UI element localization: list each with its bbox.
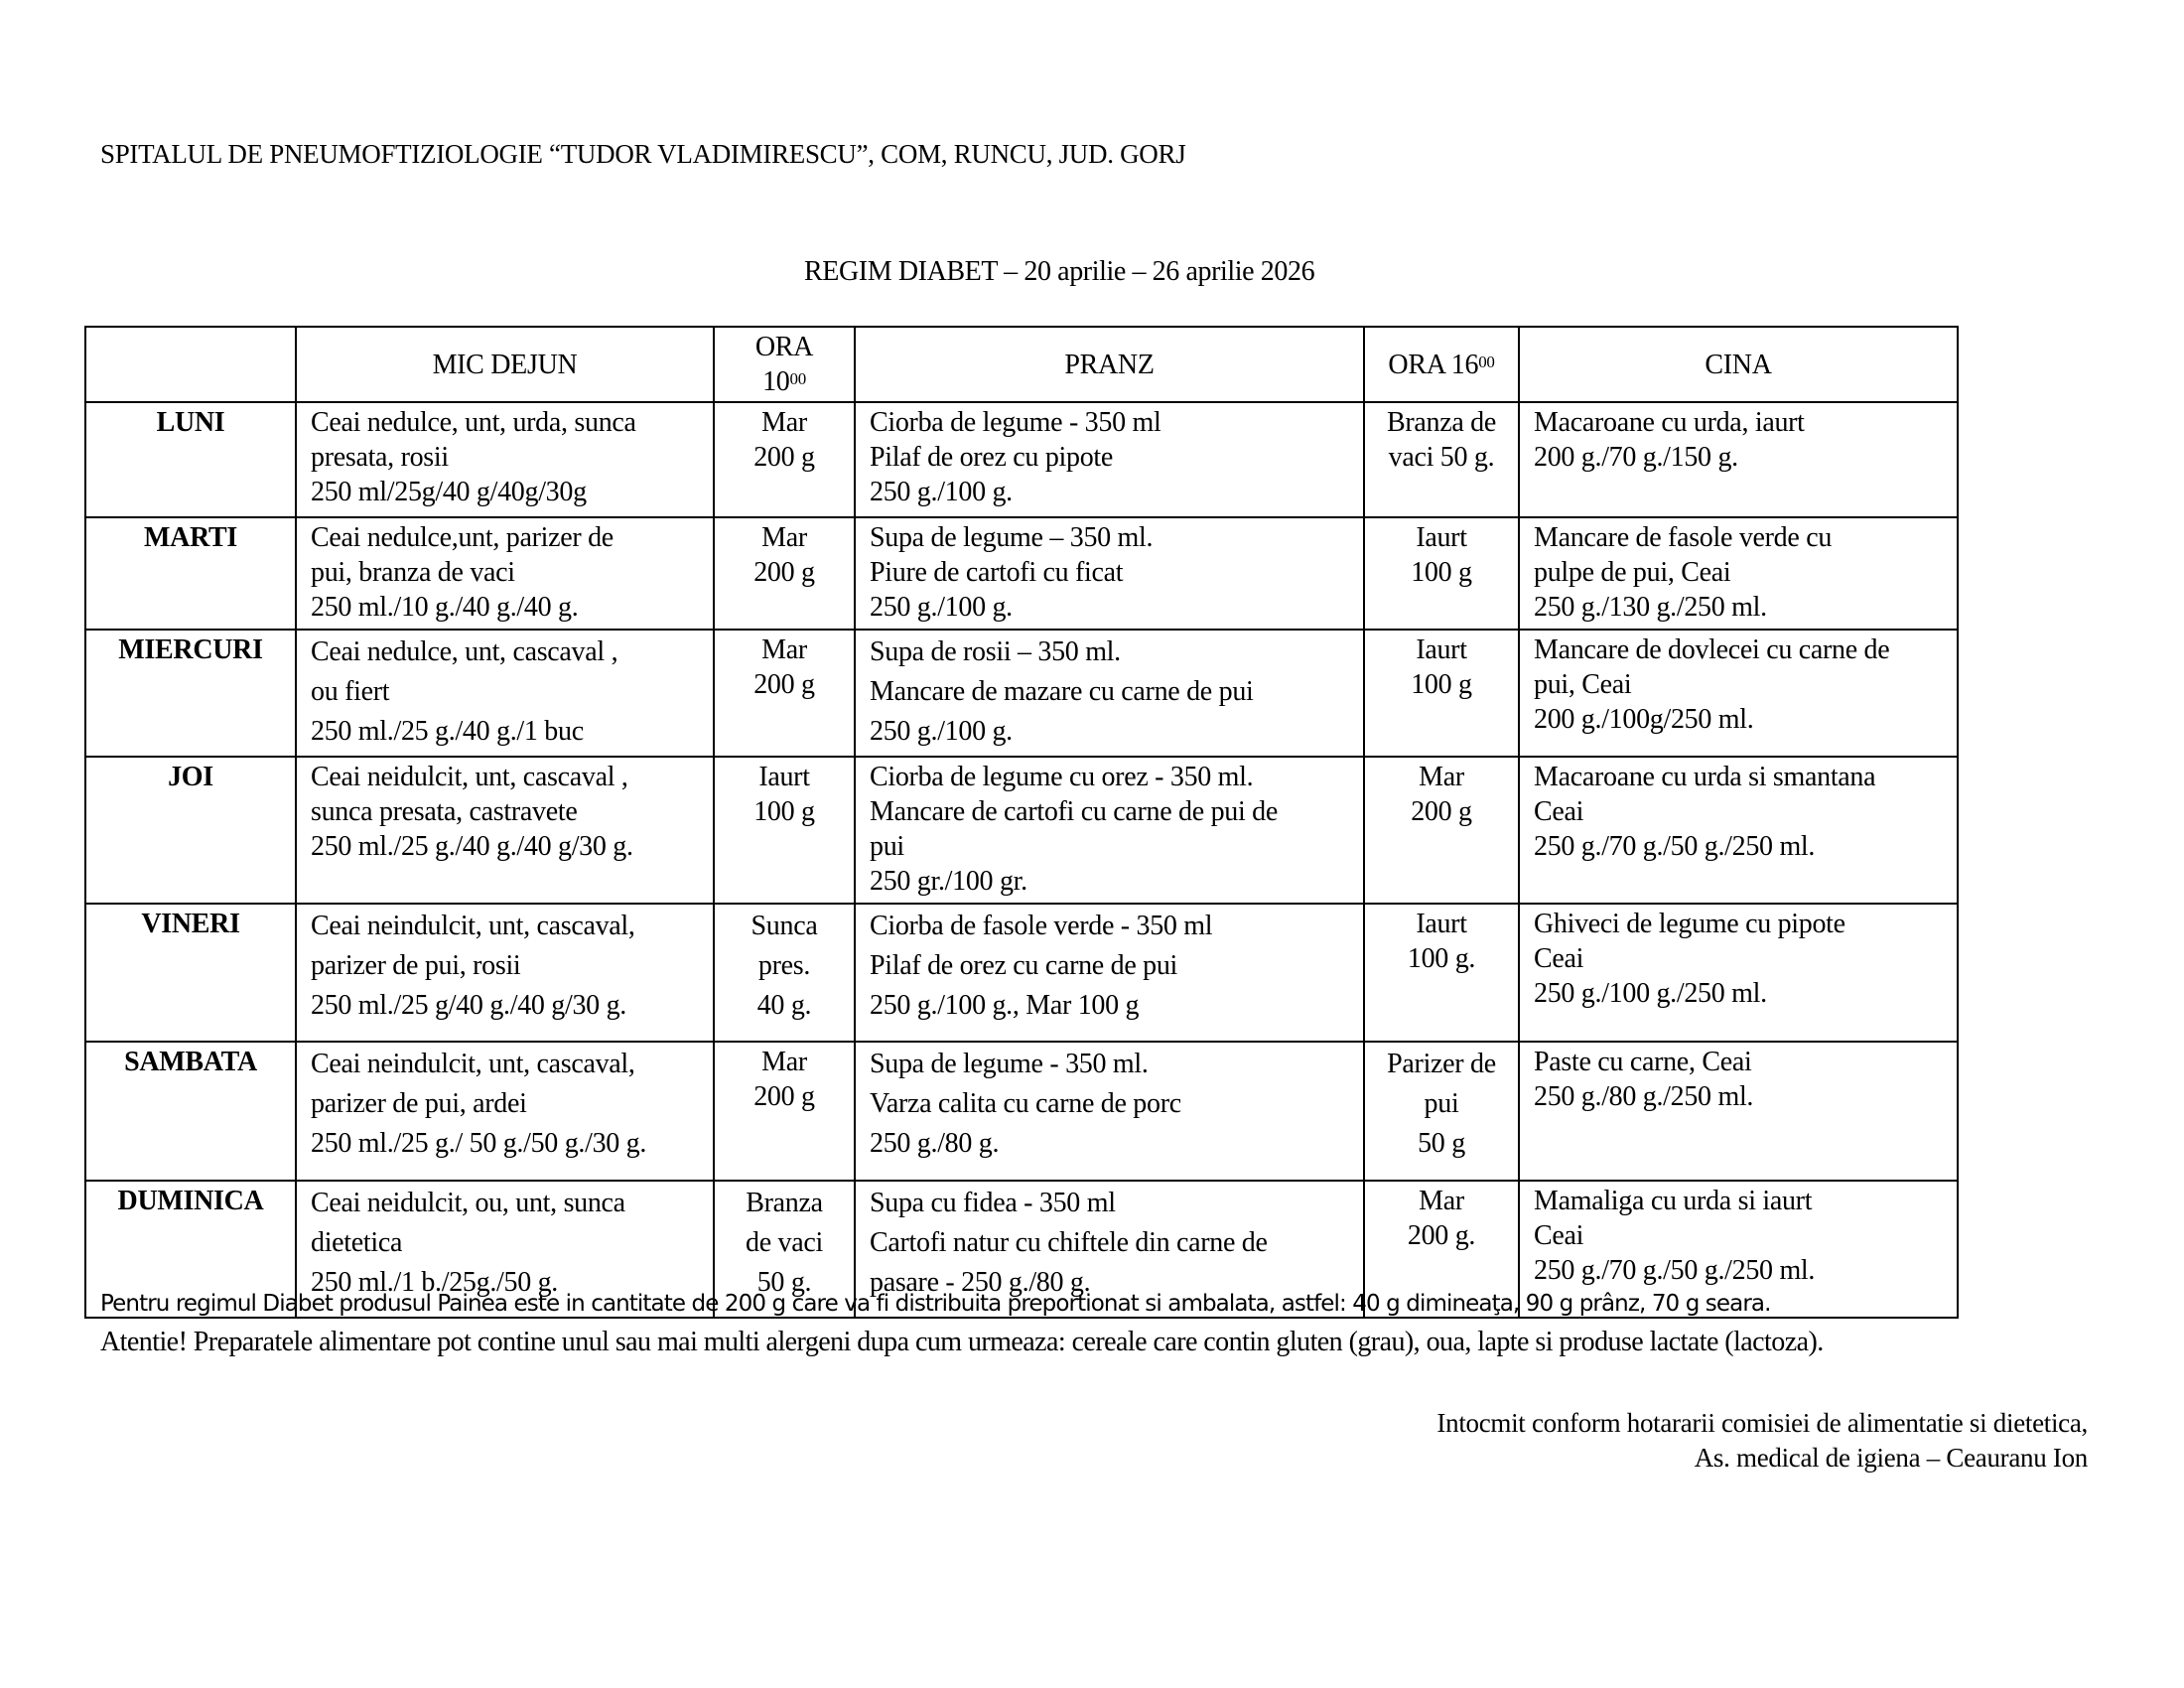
- dinner-line: Macaroane cu urda si smantana: [1534, 762, 1876, 792]
- snack2-line: Mar: [1419, 762, 1464, 792]
- breakfast-line: 250 ml./25 g./40 g./1 buc: [311, 716, 584, 747]
- snack1-line: 50 g.: [756, 1267, 812, 1298]
- allergen-note: Atentie! Preparatele alimentare pot contine unul sau mai multi alergeni dupa cum urmeaza: cereale care contin gluten (grau), oua, lapte si produse lactate (lactoza).: [100, 1327, 1824, 1357]
- snack1-line: Mar: [761, 634, 807, 665]
- snack1-cell: [714, 402, 855, 517]
- day-cell: SAMBATA: [85, 1042, 296, 1181]
- lunch-line: Supa de legume – 350 ml.: [870, 522, 1154, 553]
- breakfast-line: sunca presata, castravete: [311, 796, 578, 827]
- lunch-line: Ciorba de legume - 350 ml: [870, 407, 1161, 438]
- breakfast-line: 250 ml./10 g./40 g./40 g.: [311, 592, 579, 623]
- snack2-cell: [1364, 757, 1519, 904]
- header-snack-10-label: ORA: [754, 332, 814, 362]
- lunch-line: Supa cu fidea - 350 ml: [870, 1188, 1116, 1218]
- dinner-cell: [1519, 630, 1958, 757]
- signature-line-2: As. medical de igiena – Ceauranu Ion: [1694, 1443, 2088, 1473]
- breakfast-cell: [296, 757, 714, 904]
- snack2-cell: [1364, 630, 1519, 757]
- breakfast-line: ou fiert: [311, 676, 390, 707]
- snack1-line: Iaurt: [758, 762, 810, 792]
- breakfast-line: pui, branza de vaci: [311, 557, 515, 588]
- breakfast-line: presata, rosii: [311, 442, 449, 473]
- dinner-cell: [1519, 402, 1958, 517]
- table-row: [85, 904, 1958, 1042]
- snack1-line: Mar: [761, 1047, 807, 1077]
- snack2-cell: [1364, 904, 1519, 1042]
- breakfast-line: Ceai nedulce, unt, urda, sunca: [311, 407, 636, 438]
- snack1-line: 200 g: [753, 557, 815, 588]
- snack1-line: Mar: [761, 522, 807, 553]
- snack1-line: Mar: [761, 407, 807, 438]
- snack1-line: 200 g: [753, 669, 815, 700]
- menu-table: [84, 326, 1959, 1319]
- breakfast-cell: [296, 904, 714, 1042]
- lunch-line: 250 g./100 g.: [870, 716, 1013, 747]
- dinner-cell: [1519, 517, 1958, 630]
- snack1-cell: [714, 904, 855, 1042]
- lunch-line: 250 g./80 g.: [870, 1128, 1000, 1159]
- snack2-cell: [1364, 402, 1519, 517]
- snack1-line: 40 g.: [756, 990, 812, 1021]
- snack2-line: Iaurt: [1416, 634, 1467, 665]
- lunch-line: 250 g./100 g., Mar 100 g: [870, 990, 1140, 1021]
- dinner-line: Mancare de dovlecei cu carne de: [1534, 634, 1890, 665]
- header-dinner: CINA: [1519, 327, 1958, 402]
- snack2-line: pui: [1424, 1088, 1459, 1119]
- bread-note: Pentru regimul Diabet produsul Painea este in cantitate de 200 g care va fi distribuita preportionat si ambalata, astfel: 40 g dimineaţa, 90 g prânz, 70 g seara.: [100, 1291, 1771, 1317]
- lunch-line: Ciorba de fasole verde - 350 ml: [870, 911, 1213, 941]
- lunch-cell: [855, 630, 1364, 757]
- lunch-line: Supa de rosii – 350 ml.: [870, 636, 1121, 667]
- snack1-line: Sunca: [751, 911, 818, 941]
- dinner-line: Paste cu carne, Ceai: [1534, 1047, 1752, 1077]
- day-cell: LUNI: [85, 402, 296, 517]
- dinner-line: 200 g./100g/250 ml.: [1534, 704, 1754, 735]
- dinner-cell: [1519, 757, 1958, 904]
- snack2-line: 50 g: [1418, 1128, 1465, 1159]
- snack1-cell: [714, 630, 855, 757]
- breakfast-cell: [296, 517, 714, 630]
- snack-10-hour: 10: [762, 366, 790, 397]
- snack1-cell: [714, 1042, 855, 1181]
- dinner-line: Ghiveci de legume cu pipote: [1534, 909, 1845, 939]
- snack2-line: Iaurt: [1416, 909, 1467, 939]
- lunch-line: pui: [870, 831, 904, 862]
- lunch-line: 250 g./100 g.: [870, 592, 1013, 623]
- header-snack-16: [1364, 327, 1519, 402]
- snack-16-minutes: 00: [1478, 352, 1495, 371]
- snack-16-label: ORA 16: [1388, 349, 1479, 380]
- dinner-cell: [1519, 904, 1958, 1042]
- table-row: [85, 630, 1958, 757]
- breakfast-line: Ceai nedulce, unt, cascaval ,: [311, 636, 618, 667]
- header-lunch: PRANZ: [855, 327, 1364, 402]
- dinner-line: 250 g./100 g./250 ml.: [1534, 978, 1767, 1009]
- dinner-line: Macaroane cu urda, iaurt: [1534, 407, 1805, 438]
- snack2-line: 100 g: [1411, 669, 1472, 700]
- dinner-line: pui, Ceai: [1534, 669, 1632, 700]
- dinner-line: Ceai: [1534, 1220, 1584, 1251]
- lunch-cell: [855, 904, 1364, 1042]
- breakfast-line: parizer de pui, rosii: [311, 950, 521, 981]
- snack2-line: 200 g.: [1407, 1220, 1476, 1251]
- lunch-cell: [855, 402, 1364, 517]
- lunch-line: Supa de legume - 350 ml.: [870, 1049, 1149, 1079]
- snack1-line: 100 g: [753, 796, 815, 827]
- breakfast-line: 250 ml./1 b./25g./50 g.: [311, 1267, 558, 1298]
- lunch-line: Cartofi natur cu chiftele din carne de: [870, 1227, 1268, 1258]
- table-row: [85, 757, 1958, 904]
- dinner-line: Mamaliga cu urda si iaurt: [1534, 1186, 1813, 1216]
- lunch-line: Piure de cartofi cu ficat: [870, 557, 1124, 588]
- breakfast-line: 250 ml./25 g./40 g./40 g/30 g.: [311, 831, 633, 862]
- snack-10-minutes: 00: [789, 369, 806, 388]
- snack1-line: 200 g: [753, 442, 815, 473]
- lunch-line: 250 gr./100 gr.: [870, 866, 1027, 897]
- snack2-line: Mar: [1419, 1186, 1464, 1216]
- table-row: [85, 1042, 1958, 1181]
- breakfast-line: Ceai neidulcit, ou, unt, sunca: [311, 1188, 625, 1218]
- snack1-cell: [714, 517, 855, 630]
- header-snack-10-time: [719, 364, 850, 399]
- header-day: [85, 327, 296, 402]
- table-header-row: [85, 327, 1958, 402]
- breakfast-line: 250 ml./25 g./ 50 g./50 g./30 g.: [311, 1128, 647, 1159]
- breakfast-line: Ceai neidulcit, unt, cascaval ,: [311, 762, 628, 792]
- dinner-line: pulpe de pui, Ceai: [1534, 557, 1731, 588]
- snack2-line: 100 g: [1411, 557, 1472, 588]
- hospital-name: SPITALUL DE PNEUMOFTIZIOLOGIE “TUDOR VLADIMIRESCU”, COM, RUNCU, JUD. GORJ: [100, 139, 1186, 169]
- snack2-line: Iaurt: [1416, 522, 1467, 553]
- day-cell: DUMINICA: [85, 1181, 296, 1318]
- signature-line-1: Intocmit conform hotararii comisiei de alimentatie si dietetica,: [1436, 1408, 2088, 1438]
- day-cell: MARTI: [85, 517, 296, 630]
- dinner-line: 250 g./70 g./50 g./250 ml.: [1534, 1255, 1816, 1286]
- lunch-line: Ciorba de legume cu orez - 350 ml.: [870, 762, 1254, 792]
- lunch-cell: [855, 757, 1364, 904]
- breakfast-line: dietetica: [311, 1227, 403, 1258]
- breakfast-line: Ceai neindulcit, unt, cascaval,: [311, 911, 635, 941]
- snack2-line: Branza de: [1386, 407, 1496, 438]
- dinner-line: 250 g./130 g./250 ml.: [1534, 592, 1767, 623]
- dinner-line: 200 g./70 g./150 g.: [1534, 442, 1738, 473]
- dinner-line: Mancare de fasole verde cu: [1534, 522, 1833, 553]
- breakfast-cell: [296, 1042, 714, 1181]
- lunch-line: pasare - 250 g./80 g.: [870, 1267, 1091, 1298]
- breakfast-line: 250 ml./25 g/40 g./40 g/30 g.: [311, 990, 626, 1021]
- lunch-line: Varza calita cu carne de porc: [870, 1088, 1181, 1119]
- breakfast-line: Ceai nedulce,unt, parizer de: [311, 522, 614, 553]
- breakfast-cell: [296, 630, 714, 757]
- snack2-line: 200 g: [1411, 796, 1472, 827]
- snack2-line: 100 g.: [1407, 943, 1476, 974]
- snack1-cell: [714, 757, 855, 904]
- snack2-line: vaci 50 g.: [1388, 442, 1495, 473]
- lunch-line: Pilaf de orez cu pipote: [870, 442, 1114, 473]
- dinner-line: 250 g./80 g./250 ml.: [1534, 1081, 1754, 1112]
- breakfast-line: parizer de pui, ardei: [311, 1088, 527, 1119]
- snack1-line: Branza: [746, 1188, 823, 1218]
- lunch-line: Mancare de cartofi cu carne de pui de: [870, 796, 1278, 827]
- snack1-line: pres.: [757, 950, 811, 981]
- breakfast-line: 250 ml/25g/40 g/40g/30g: [311, 477, 587, 507]
- snack1-line: de vaci: [746, 1227, 823, 1258]
- dinner-line: Ceai: [1534, 796, 1584, 827]
- breakfast-line: Ceai neindulcit, unt, cascaval,: [311, 1049, 635, 1079]
- lunch-line: Mancare de mazare cu carne de pui: [870, 676, 1254, 707]
- lunch-cell: [855, 517, 1364, 630]
- table-row: [85, 517, 1958, 630]
- lunch-line: 250 g./100 g.: [870, 477, 1013, 507]
- table-row: [85, 402, 1958, 517]
- day-cell: VINERI: [85, 904, 296, 1042]
- lunch-line: Pilaf de orez cu carne de pui: [870, 950, 1178, 981]
- header-breakfast: MIC DEJUN: [296, 327, 714, 402]
- lunch-cell: [855, 1042, 1364, 1181]
- day-cell: MIERCURI: [85, 630, 296, 757]
- header-snack-10: [714, 327, 855, 402]
- dinner-cell: [1519, 1042, 1958, 1181]
- day-cell: JOI: [85, 757, 296, 904]
- dinner-line: Ceai: [1534, 943, 1584, 974]
- dinner-line: 250 g./70 g./50 g./250 ml.: [1534, 831, 1816, 862]
- snack2-cell: [1364, 1042, 1519, 1181]
- snack2-cell: [1364, 517, 1519, 630]
- breakfast-cell: [296, 402, 714, 517]
- snack1-line: 200 g: [753, 1081, 815, 1112]
- snack2-line: Parizer de: [1387, 1049, 1496, 1079]
- menu-title: REGIM DIABET – 20 aprilie – 26 aprilie 2026: [804, 256, 1315, 287]
